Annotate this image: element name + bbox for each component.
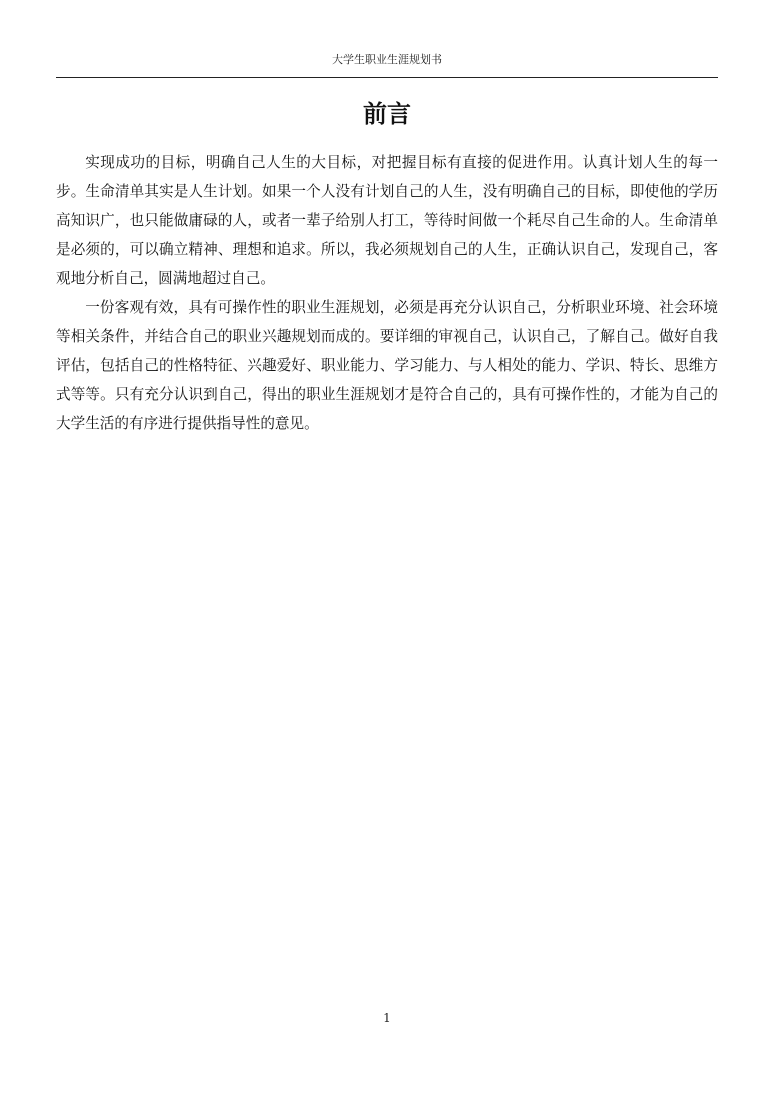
- paragraph-2: 一份客观有效，具有可操作性的职业生涯规划，必须是再充分认识自己，分析职业环境、社会环境等相关条件，并结合自己的职业兴趣规划而成的。要详细的审视自己，认识自己，了解自己。做好自我评估，包括自己的性格特征、兴趣爱好、职业能力、学习能力、与人相处的能力、学识、特长、思维方式等等。只有充分认识到自己，得出的职业生涯规划才是符合自己的，具有可操作性的，才能为自己的大学生活的有序进行提供指导性的意见。: [56, 299, 718, 432]
- paragraph-1: 实现成功的目标，明确自己人生的大目标，对把握目标有直接的促进作用。认真计划人生的每一步。生命清单其实是人生计划。如果一个人没有计划自己的人生，没有明确自己的目标，即使他的学历高知识广，也只能做庸碌的人，或者一辈子给别人打工，等待时间做一个耗尽自己生命的人。生命清单是必须的，可以确立精神、理想和追求。所以，我必须规划自己的人生，正确认识自己，发现自己，客观地分析自己，圆满地超过自己。: [56, 154, 718, 287]
- running-header: 大学生职业生涯规划书: [332, 53, 442, 66]
- body-text: [56, 148, 718, 438]
- page-number: 1: [383, 1011, 391, 1025]
- header-divider: [56, 77, 718, 78]
- page-title: 前言: [363, 100, 411, 128]
